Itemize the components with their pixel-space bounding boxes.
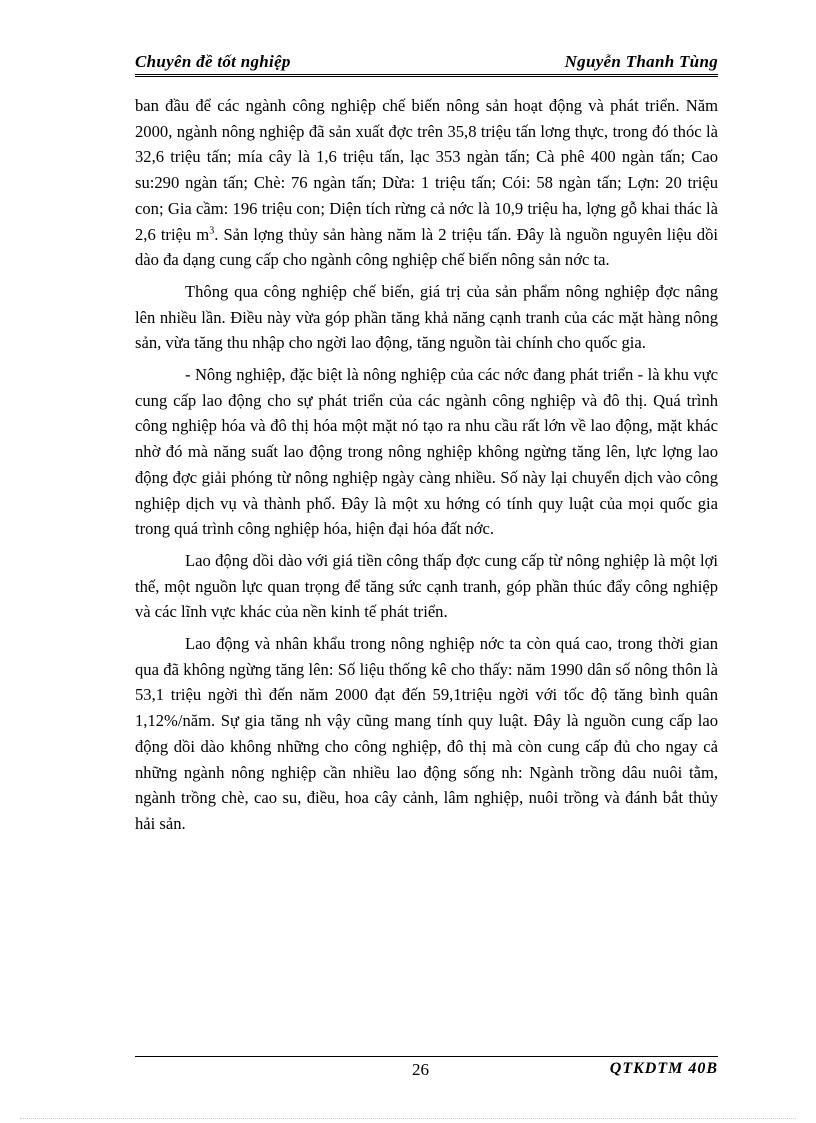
paragraph-1 [135, 93, 718, 273]
paragraph-2: Thông qua công nghiệp chế biến, giá trị của sản phẩm nông nghiệp đợc nâng lên nhiều lần. Điều này vừa góp phần tăng khả năng cạnh tranh của các mặt hàng nông sản, vừa tăng thu nhập cho ngời lao động, tăng nguồn tài chính cho quốc gia. [135, 281, 718, 353]
page-number: 26 [412, 1060, 429, 1079]
header-author-name: Nguyễn Thanh Tùng [564, 52, 718, 71]
paragraph-1-rest: . Sản lợng thủy sản hàng năm là 2 triệu tấn. Đây là nguồn nguyên liệu dồi dào đa dạng cung cấp cho ngành công nghiệp chế biến nông sản nớc ta. [135, 224, 719, 270]
header-left-title: Chuyên đề tốt nghiệp [135, 52, 291, 71]
paragraph-5: Lao động và nhân khẩu trong nông nghiệp nớc ta còn quá cao, trong thời gian qua đã không ngừng tăng lên: Số liệu thống kê cho thấy: năm 1990 dân số nông thôn là 53,1 triệu ngời thì đến năm 2000 đạt đến 59,1triệu ngời với tốc độ tăng bình quân 1,12%/năm. Sự gia tăng nh vậy cũng mang tính quy luật. Đây là nguồn cung cấp lao động dồi dào không những cho công nghiệp, đô thị mà còn cung cấp đủ cho ngay cả những ngành nông nghiệp cần nhiều lao động sống nh: Ngành trồng dâu nuôi tằm, ngành trồng chè, cao su, điều, hoa cây cảnh, lâm nghiệp, nuôi trồng và đánh bắt thủy hải sản. [135, 634, 718, 833]
footer-divider [135, 1056, 718, 1057]
page-header [135, 50, 718, 77]
paragraph-3: - Nông nghiệp, đặc biệt là nông nghiệp của các nớc đang phát triển - là khu vực cung cấp lao động cho sự phát triển của các ngành công nghiệp và đô thị. Quá trình công nghiệp hóa và đô thị hóa một mặt nó tạo ra nhu cầu rất lớn về lao động, mặt khác nhờ đó mà năng suất lao động trong nông nghiệp không ngừng tăng lên, lực lợng lao động đợc giải phóng từ nông nghiệp ngày càng nhiều. Số này lại chuyển dịch vào công nghiệp dịch vụ và thành phố. Đây là một xu hớng có tính quy luật của mọi quốc gia trong quá trình công nghiệp hóa, hiện đại hóa đất nớc. [135, 365, 718, 539]
footer-class-code: QTKDTM 40B [609, 1060, 718, 1077]
paragraph-4: Lao động dồi dào với giá tiền công thấp đợc cung cấp từ nông nghiệp là một lợi thế, một nguồn lực quan trọng để tăng sức cạnh tranh, góp phần thúc đẩy công nghiệp và các lĩnh vực khác của nền kinh tế phát triển. [135, 550, 718, 622]
body-text [135, 93, 718, 843]
superscript-3: 3 [209, 224, 215, 236]
page-bottom-border [20, 1118, 796, 1119]
paragraph-1-text: ban đầu để các ngành công nghiệp chế biến nông sản hoạt động và phát triển. Năm 2000, ngành nông nghiệp đã sản xuất đợc trên 35,8 triệu tấn lơng thực, trong đó thóc là 32,6 triệu tấn; mía cây là 1,6 triệu tấn, lạc 353 ngàn tấn; Cà phê 400 ngàn tấn; Cao su:290 ngàn tấn; Chè: 76 ngàn tấn; Dừa: 1 triệu tấn; Cói: 58 ngàn tấn; Lợn: 20 triệu con; Gia cầm: 196 triệu con; Diện tích rừng cả nớc là 10,9 triệu ha, lợng gỗ khai thác là 2,6 triệu m [135, 96, 718, 244]
